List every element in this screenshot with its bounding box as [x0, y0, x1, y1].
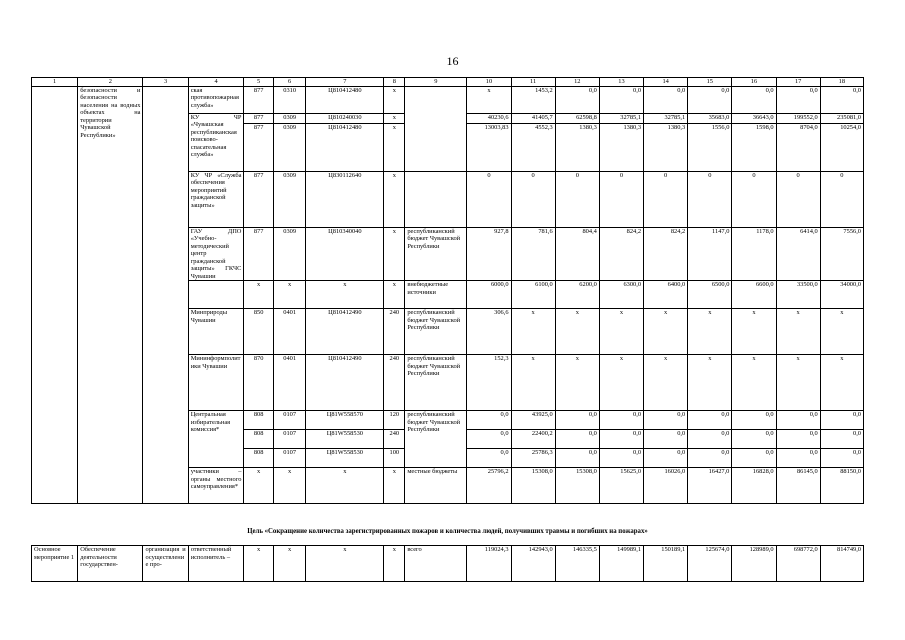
cell-value: 1380,3: [599, 123, 643, 171]
cell-code: х: [384, 468, 405, 504]
cell-code: 870: [244, 355, 273, 411]
cell-code: х: [273, 281, 306, 309]
cell-value: 0,0: [644, 430, 688, 449]
header-cell: 7: [306, 78, 384, 87]
cell-value: х: [820, 355, 863, 411]
cell-code: 808: [244, 411, 273, 430]
cell-value: 0,0: [732, 449, 776, 468]
cell-value: 0,0: [688, 411, 732, 430]
cell-value: 34000,0: [820, 281, 863, 309]
header-cell: 13: [599, 78, 643, 87]
cell-value: 6414,0: [776, 227, 820, 281]
header-cell: 17: [776, 78, 820, 87]
header-cell: 10: [467, 78, 511, 87]
cell-value: 150189,1: [644, 546, 688, 582]
cell-value: 0,0: [688, 86, 732, 113]
cell-value: 125674,0: [688, 546, 732, 582]
cell-value: х: [776, 309, 820, 355]
cell-value: 0: [555, 171, 599, 227]
cell-value: 0,0: [644, 449, 688, 468]
cell-value: 15308,0: [511, 468, 555, 504]
cell-code: 0309: [273, 123, 306, 171]
cell-source: республиканский бюджет Чувашской Республики: [405, 227, 467, 281]
cell-value: 0,0: [732, 86, 776, 113]
cell-code: 877: [244, 86, 273, 113]
table-row: [32, 86, 864, 113]
budget-table: [31, 77, 864, 504]
cell-code: Ц810412480: [306, 123, 384, 171]
cell-value: 33500,0: [776, 281, 820, 309]
activity-table: [31, 545, 864, 582]
cell-value: 16427,0: [688, 468, 732, 504]
cell-code: х: [306, 468, 384, 504]
cell-value: 0,0: [467, 449, 511, 468]
cell-value: х: [644, 355, 688, 411]
cell-code: 240: [384, 430, 405, 449]
cell-code: 240: [384, 309, 405, 355]
cell-code: 0309: [273, 227, 306, 281]
cell-value: 62598,8: [555, 113, 599, 123]
header-cell: 16: [732, 78, 776, 87]
header-cell: 12: [555, 78, 599, 87]
cell-code: х: [306, 281, 384, 309]
page-number: 16: [446, 54, 459, 68]
cell-code: х: [384, 227, 405, 281]
cell-value: 0,0: [820, 449, 863, 468]
cell-value: 0,0: [776, 430, 820, 449]
cell-code: 808: [244, 449, 273, 468]
header-cell: 9: [405, 78, 467, 87]
header-cell: 5: [244, 78, 273, 87]
cell-executor: КУ ЧР «Чувашская республиканская поисково-спасательная служба»: [188, 113, 244, 171]
cell-code: 877: [244, 171, 273, 227]
cell-value: 35683,0: [688, 113, 732, 123]
header-cell: 4: [188, 78, 244, 87]
cell-value: 0: [467, 171, 511, 227]
cell-code: 808: [244, 430, 273, 449]
cell-code: х: [384, 546, 405, 582]
cell-value: 6000,0: [467, 281, 511, 309]
cell-value: 6200,0: [555, 281, 599, 309]
cell-value: 7556,0: [820, 227, 863, 281]
cell-value: х: [688, 355, 732, 411]
cell-value: 0,0: [599, 449, 643, 468]
cell-value: 146335,5: [555, 546, 599, 582]
header-cell: 8: [384, 78, 405, 87]
cell-value: 0: [776, 171, 820, 227]
cell-executor: ответственный исполнитель –: [188, 546, 244, 582]
cell-code: 100: [384, 449, 405, 468]
cell-code: х: [384, 171, 405, 227]
cell-source: [405, 86, 467, 171]
cell-value: 1178,0: [732, 227, 776, 281]
cell-value: 142943,0: [511, 546, 555, 582]
cell-value: х: [732, 309, 776, 355]
cell-code: 0401: [273, 355, 306, 411]
cell-value: 0: [644, 171, 688, 227]
cell-value: 6500,0: [688, 281, 732, 309]
cell-code: Ц81W558530: [306, 449, 384, 468]
cell-code: х: [244, 468, 273, 504]
cell-value: 6400,0: [644, 281, 688, 309]
cell-value: х: [599, 355, 643, 411]
header-cell: 2: [78, 78, 143, 87]
cell-value: 16828,0: [732, 468, 776, 504]
cell-value: 0,0: [644, 86, 688, 113]
header-cell: 18: [820, 78, 863, 87]
cell-value: х: [467, 86, 511, 113]
cell-value: 1453,2: [511, 86, 555, 113]
cell-value: 0: [820, 171, 863, 227]
header-cell: 15: [688, 78, 732, 87]
cell-value: х: [688, 309, 732, 355]
cell-value: 824,2: [599, 227, 643, 281]
cell-activity-task: организация и осуществление про-: [143, 546, 188, 582]
cell-value: 0,0: [732, 411, 776, 430]
cell-value: 0: [511, 171, 555, 227]
cell-subprogram-name: безопасности и безопасности населения на водных объектах на территории Чувашской Республики»: [78, 86, 143, 504]
cell-code: 850: [244, 309, 273, 355]
cell-code: 0107: [273, 411, 306, 430]
cell-code: Ц810412490: [306, 309, 384, 355]
cell-value: 804,4: [555, 227, 599, 281]
cell-value: 1380,3: [644, 123, 688, 171]
cell-value: 0,0: [820, 86, 863, 113]
cell-code: х: [244, 546, 273, 582]
goal-title: Цель «Сокращение количества зарегистрированных пожаров и количества людей, получивших травмы и погибших на пожарах»: [247, 528, 648, 535]
table-row: [32, 546, 864, 582]
cell-code: х: [306, 546, 384, 582]
cell-value: х: [511, 355, 555, 411]
cell-code: 877: [244, 113, 273, 123]
cell-value: 41405,7: [511, 113, 555, 123]
cell-value: х: [820, 309, 863, 355]
cell-code: 0107: [273, 430, 306, 449]
cell-value: 814749,0: [820, 546, 863, 582]
cell-value: 0,0: [688, 449, 732, 468]
cell-code: Ц810240030: [306, 113, 384, 123]
cell-activity-name: Обеспечение деятельности государствен-: [78, 546, 143, 582]
cell-value: х: [511, 309, 555, 355]
cell-value: 13003,83: [467, 123, 511, 171]
cell-value: 0,0: [688, 430, 732, 449]
cell-value: 0,0: [555, 411, 599, 430]
table-header-row: [32, 78, 864, 87]
cell-value: 1556,0: [688, 123, 732, 171]
cell-executor: ская противопожарная служба»: [188, 86, 244, 113]
cell-code: 877: [244, 123, 273, 171]
cell-value: 16026,0: [644, 468, 688, 504]
cell-value: 0,0: [599, 411, 643, 430]
cell-value: 86145,0: [776, 468, 820, 504]
cell-source: всего: [405, 546, 467, 582]
cell-value: 306,6: [467, 309, 511, 355]
cell-code: Ц810412490: [306, 355, 384, 411]
cell-value: 781,6: [511, 227, 555, 281]
cell-value: х: [599, 309, 643, 355]
cell-value: 0: [599, 171, 643, 227]
cell-code: 0309: [273, 171, 306, 227]
cell-value: х: [644, 309, 688, 355]
cell-value: 15308,0: [555, 468, 599, 504]
cell-source: [405, 171, 467, 227]
cell-value: 25796,2: [467, 468, 511, 504]
cell-code: Ц810340040: [306, 227, 384, 281]
cell-value: 8704,0: [776, 123, 820, 171]
cell-value: 1598,0: [732, 123, 776, 171]
cell-value: 0,0: [467, 411, 511, 430]
cell-source: республиканский бюджет Чувашской Республики: [405, 411, 467, 468]
cell-value: 0,0: [599, 430, 643, 449]
cell-value: х: [555, 309, 599, 355]
cell-value: 149989,1: [599, 546, 643, 582]
cell-value: 40230,6: [467, 113, 511, 123]
cell-empty: [143, 86, 188, 504]
cell-value: 4552,3: [511, 123, 555, 171]
cell-empty: [32, 86, 78, 504]
cell-value: 36643,0: [732, 113, 776, 123]
cell-value: 32785,1: [599, 113, 643, 123]
cell-source: республиканский бюджет Чувашской Республики: [405, 309, 467, 355]
cell-code: х: [384, 113, 405, 123]
cell-code: 120: [384, 411, 405, 430]
cell-code: Ц830112640: [306, 171, 384, 227]
cell-value: х: [555, 355, 599, 411]
cell-executor: Центральная избирательная комиссия*: [188, 411, 244, 468]
header-cell: 14: [644, 78, 688, 87]
cell-value: 0,0: [644, 411, 688, 430]
cell-value: 1147,0: [688, 227, 732, 281]
cell-executor: КУ ЧР «Служба обеспечения мероприятий гражданской защиты»: [188, 171, 244, 227]
cell-value: 43925,0: [511, 411, 555, 430]
cell-value: 0,0: [820, 430, 863, 449]
cell-value: 199552,0: [776, 113, 820, 123]
cell-value: 0: [732, 171, 776, 227]
cell-value: 15625,0: [599, 468, 643, 504]
cell-code: 0309: [273, 113, 306, 123]
cell-value: 0,0: [599, 86, 643, 113]
cell-value: 0,0: [776, 449, 820, 468]
cell-code: 877: [244, 227, 273, 281]
cell-value: 119024,3: [467, 546, 511, 582]
cell-value: 0,0: [776, 411, 820, 430]
cell-code: Ц81W558570: [306, 411, 384, 430]
cell-value: 32785,1: [644, 113, 688, 123]
cell-value: 25786,3: [511, 449, 555, 468]
cell-value: 824,2: [644, 227, 688, 281]
cell-code: Ц810412480: [306, 86, 384, 113]
cell-source: внебюджетные источники: [405, 281, 467, 309]
cell-value: 22400,2: [511, 430, 555, 449]
header-cell: 11: [511, 78, 555, 87]
cell-executor: Минприроды Чувашии: [188, 309, 244, 355]
cell-value: 698772,0: [776, 546, 820, 582]
cell-value: 927,8: [467, 227, 511, 281]
header-cell: 3: [143, 78, 188, 87]
cell-value: 235081,0: [820, 113, 863, 123]
cell-source: местные бюджеты: [405, 468, 467, 504]
cell-code: 0107: [273, 449, 306, 468]
cell-value: 128989,0: [732, 546, 776, 582]
cell-code: х: [273, 546, 306, 582]
header-cell: 1: [32, 78, 78, 87]
cell-code: х: [384, 281, 405, 309]
cell-value: 0: [688, 171, 732, 227]
cell-executor: участники – органы местного самоуправления*: [188, 468, 244, 504]
cell-value: 88150,0: [820, 468, 863, 504]
cell-value: 0,0: [820, 411, 863, 430]
cell-executor: ГАУ ДПО «Учебно-методический центр гражданской защиты» ГКЧС Чувашии: [188, 227, 244, 281]
cell-value: 0,0: [555, 430, 599, 449]
cell-code: 240: [384, 355, 405, 411]
cell-code: х: [384, 86, 405, 113]
cell-value: 0,0: [732, 430, 776, 449]
cell-value: х: [776, 355, 820, 411]
cell-code: х: [384, 123, 405, 171]
cell-code: 0401: [273, 309, 306, 355]
cell-code: х: [273, 468, 306, 504]
cell-code: Ц81W558530: [306, 430, 384, 449]
cell-value: 0,0: [555, 449, 599, 468]
cell-source: республиканский бюджет Чувашской Республики: [405, 355, 467, 411]
cell-value: 6300,0: [599, 281, 643, 309]
header-cell: 6: [273, 78, 306, 87]
cell-main-activity: Основное мероприятие 1: [32, 546, 78, 582]
cell-value: 10254,0: [820, 123, 863, 171]
cell-code: 0310: [273, 86, 306, 113]
cell-value: 0,0: [555, 86, 599, 113]
cell-value: х: [732, 355, 776, 411]
cell-value: 0,0: [467, 430, 511, 449]
cell-executor: Мининформполитики Чувашии: [188, 355, 244, 411]
cell-value: 152,3: [467, 355, 511, 411]
cell-executor: [188, 281, 244, 309]
cell-value: 6600,0: [732, 281, 776, 309]
cell-value: 0,0: [776, 86, 820, 113]
cell-code: х: [244, 281, 273, 309]
cell-value: 1380,3: [555, 123, 599, 171]
cell-value: 6100,0: [511, 281, 555, 309]
